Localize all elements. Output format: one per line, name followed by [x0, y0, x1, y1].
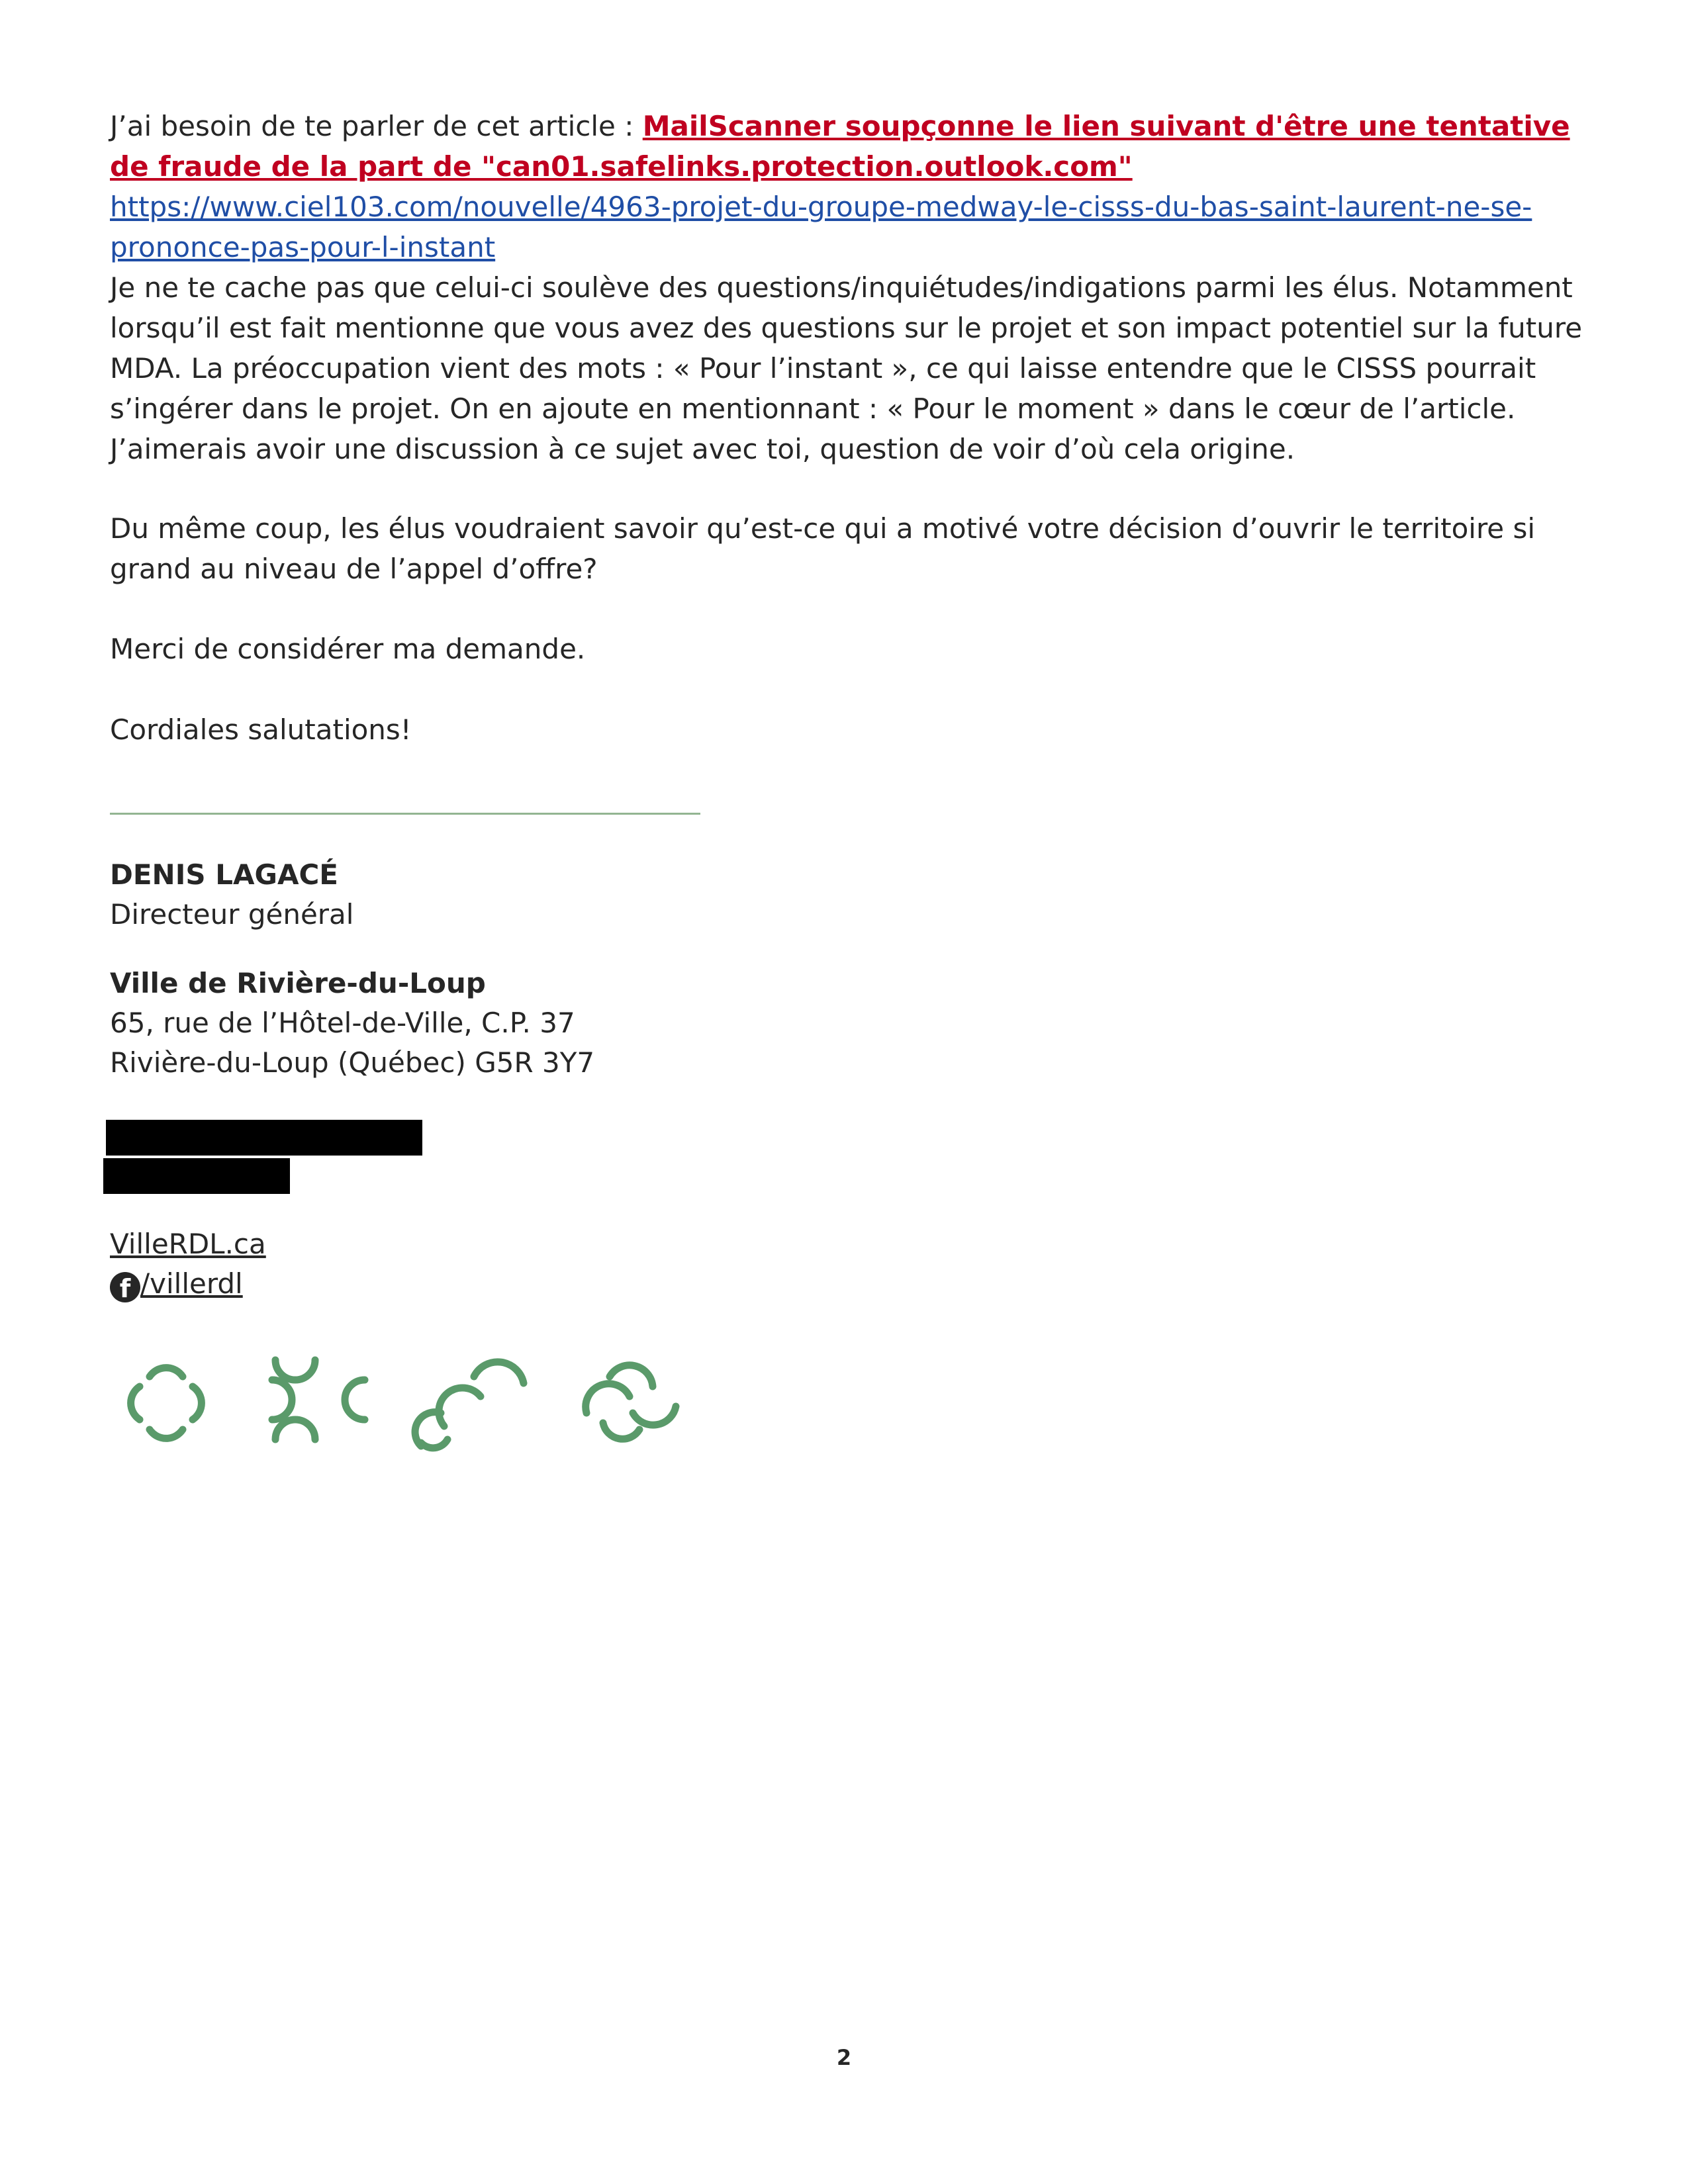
logo-motif-wave — [586, 1365, 676, 1439]
signature-divider — [110, 813, 700, 815]
signature-address-line1: 65, rue de l’Hôtel-de-Ville, C.P. 37 — [110, 1007, 575, 1039]
signature-links — [110, 1224, 1599, 1304]
signature-name: DENIS LAGACÉ — [110, 858, 338, 891]
email-body-paragraph — [110, 267, 1599, 469]
article-url-link[interactable]: https://www.ciel103.com/nouvelle/4963-projet-du-groupe-medway-le-cisss-du-bas-saint-laurent-ne-se-prononce-pas-pour-l-instant — [110, 191, 1532, 263]
signature-block — [110, 855, 1599, 1083]
signature-title: Directeur général — [110, 898, 354, 931]
intro-text: J’ai besoin de te parler de cet article : — [110, 110, 643, 142]
redaction-bar — [106, 1120, 422, 1156]
closing-text: Cordiales salutations! — [110, 713, 412, 746]
logo-motif-quatrefoil — [131, 1368, 202, 1439]
email-intro-paragraph — [110, 106, 1599, 267]
facebook-icon: f — [110, 1272, 140, 1302]
city-logo — [110, 1340, 719, 1459]
email-question-paragraph — [110, 508, 1599, 589]
redaction-bar — [103, 1158, 290, 1194]
signature-address-line2: Rivière-du-Loup (Québec) G5R 3Y7 — [110, 1046, 595, 1079]
email-thanks-paragraph — [110, 629, 1599, 669]
signature-organization: Ville de Rivière-du-Loup — [110, 967, 486, 999]
paragraph-thanks: Merci de considérer ma demande. — [110, 633, 586, 665]
mailscanner-warning-link[interactable]: MailScanner soupçonne le lien suivant d'être une tentative de fraude de la part de "can01.safelinks.protection.outlook.com" — [110, 110, 1570, 183]
logo-motif-stacked-arcs — [415, 1362, 524, 1448]
email-closing — [110, 709, 1599, 750]
paragraph-concerns: Je ne te cache pas que celui-ci soulève des questions/inquiétudes/indigations parmi les élus. Notamment lorsqu’il est fait mentionne que vous avez des questions sur le projet et son impact potentiel sur la future MDA. La préoccupation vient des mots : « Pour l’instant », ce qui laisse entendre que le CISSS pourrait s’ingérer dans le projet. On en ajoute en mentionnant : « Pour le moment » dans le cœur de l’article. J’aimerais avoir une discussion à ce sujet avec toi, question de voir d’où cela origine. — [110, 271, 1583, 465]
paragraph-question: Du même coup, les élus voudraient savoir qu’est-ce qui a motivé votre décision d’ouvrir le territoire si grand au niveau de l’appel d’offre? — [110, 512, 1536, 585]
page-number: 2 — [836, 2045, 852, 2070]
website-link[interactable]: VilleRDL.ca — [110, 1228, 266, 1260]
facebook-link[interactable]: /villerdl — [140, 1267, 243, 1300]
logo-motif-inward-arcs — [272, 1360, 365, 1439]
